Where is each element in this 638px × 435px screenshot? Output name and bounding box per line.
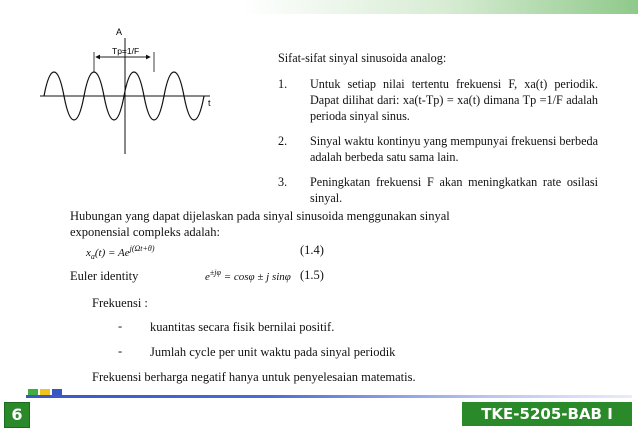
top-gradient-bar [0, 0, 638, 14]
equation-1-number: (1.4) [300, 243, 324, 257]
property-number: 3. [278, 175, 288, 189]
course-code-badge: TKE-5205-BAB I [462, 402, 632, 426]
frequency-title: Frekuensi : [92, 296, 148, 310]
bullet-dash: - [118, 344, 123, 358]
eq2-base: e [205, 271, 210, 283]
property-text: Peningkatan frekuensi F akan meningkatkan rate osilasi sinyal. [310, 175, 598, 205]
eq1-body: (t) = Ae [94, 247, 130, 259]
property-text: Untuk setiap nilai tertentu frekuensi F, xa(t) periodik. Dapat dilihat dari: xa(t-Tp) = xa(t) dimana Tp =1/F adalah perioda sinyal sinus. [310, 77, 598, 123]
relation-text: Hubungan yang dapat dijelaskan pada sinyal sinusoida menggunakan sinyal exponensial compleks adalah: [70, 209, 450, 239]
property-number: 1. [278, 77, 288, 91]
eq1-lhs-sub: a [90, 252, 95, 261]
eq1-lhs: x [86, 247, 91, 259]
bullet-text: Jumlah cycle per unit waktu pada sinyal periodik [150, 345, 396, 359]
bullet-text: kuantitas secara fisik bernilai positif. [150, 320, 335, 334]
properties-heading: Sifat-sifat sinyal sinusoida analog: [278, 51, 447, 65]
x-axis-label: t [208, 98, 211, 108]
property-item [278, 174, 598, 206]
equation-2 [205, 268, 291, 283]
euler-label: Euler identity [70, 269, 139, 283]
eq1-exponent: j(Ωt+θ) [129, 244, 155, 253]
property-text: Sinyal waktu kontinyu yang mempunyai frekuensi berbeda adalah berbeda satu sama lain. [310, 134, 598, 164]
property-item [278, 76, 598, 124]
frequency-note: Frekuensi berharga negatif hanya untuk penyelesaian matematis. [92, 370, 416, 384]
eq2-exponent: ±jφ [209, 268, 221, 277]
bottom-divider [26, 395, 632, 398]
properties-block [278, 50, 598, 215]
eq2-body: = cosφ ± j sinφ [223, 271, 291, 283]
property-item [278, 133, 598, 165]
period-label: Tp=1/F [112, 46, 140, 56]
equation-2-number: (1.5) [300, 268, 324, 282]
page-number-badge: 6 [4, 402, 30, 428]
y-axis-label: A [116, 27, 123, 37]
bullet-dash: - [118, 319, 123, 333]
sinusoid-plot [30, 24, 240, 164]
property-number: 2. [278, 134, 288, 148]
properties-list [278, 76, 598, 206]
equation-1 [86, 244, 155, 261]
